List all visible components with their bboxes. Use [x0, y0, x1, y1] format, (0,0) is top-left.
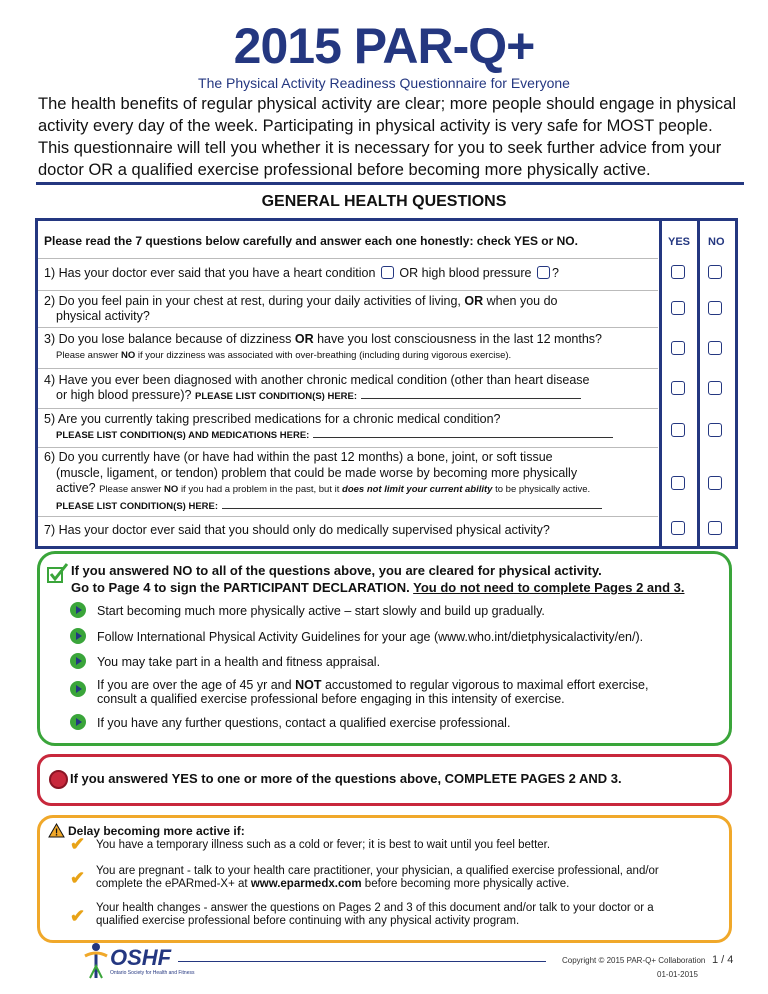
question-6: 6) Do you currently have (or have had within the past 12 months) a bone, joint, or soft tissue (muscle, ligament, or tendon) problem that could be made worse by becoming more physically active? Please answer NO if you had a problem in the past, but it does not limit your current ability to be physically active. PLEASE LIST CONDITION(S) HERE:	[44, 450, 602, 514]
q5-yes-checkbox[interactable]	[671, 423, 685, 437]
page-subtitle: The Physical Activity Readiness Questionnaire for Everyone	[198, 75, 570, 91]
check-icon: ✔	[70, 868, 86, 888]
condition-input-line[interactable]	[361, 388, 581, 399]
play-bullet-icon	[70, 681, 86, 697]
medications-input-line[interactable]	[313, 427, 613, 438]
delay-heading: Delay becoming more active if:	[68, 824, 245, 838]
q3-yes-checkbox[interactable]	[671, 341, 685, 355]
table-row	[38, 368, 658, 369]
instruction-text: Please read the 7 questions below carefully and answer each one honestly: check YES or NO.	[44, 234, 578, 248]
q4-yes-checkbox[interactable]	[671, 381, 685, 395]
doc-date: 01-01-2015	[657, 970, 698, 979]
stop-icon	[49, 770, 68, 789]
logo-text: OSHF	[110, 945, 172, 970]
table-row	[38, 258, 658, 259]
section-title: GENERAL HEALTH QUESTIONS	[261, 193, 507, 210]
play-bullet-icon	[70, 714, 86, 730]
page-title: 2015 PAR-Q+	[233, 18, 535, 74]
table-row	[38, 408, 658, 409]
list-item: Follow International Physical Activity Guidelines for your age (www.who.int/dietphysicalactivity/en/).	[97, 630, 644, 644]
q6-yes-checkbox[interactable]	[671, 476, 685, 490]
list-item: You have a temporary illness such as a cold or fever; it is best to wait until you feel better.	[96, 839, 551, 851]
question-2: 2) Do you feel pain in your chest at rest, during your daily activities of living, OR when you do physical activity?	[44, 294, 558, 323]
question-3: 3) Do you lose balance because of dizziness OR have you lost consciousness in the last 12 months? Please answer NO if your dizziness was associated with over-breathing (including during vigorous exercise).	[44, 332, 602, 361]
q7-no-checkbox[interactable]	[708, 521, 722, 535]
list-item: If you have any further questions, contact a qualified exercise professional.	[97, 716, 511, 730]
question-7: 7) Has your doctor ever said that you should only do medically supervised physical activity?	[44, 523, 550, 537]
column-divider	[697, 221, 700, 546]
q7-yes-checkbox[interactable]	[671, 521, 685, 535]
list-item: Start becoming much more physically active – start slowly and build up gradually.	[97, 604, 545, 618]
q2-no-checkbox[interactable]	[708, 301, 722, 315]
checkmark-box-icon	[46, 562, 70, 586]
table-row	[38, 447, 658, 448]
complete-pages-text: If you answered YES to one or more of the questions above, COMPLETE PAGES 2 AND 3.	[70, 771, 622, 786]
q2-yes-checkbox[interactable]	[671, 301, 685, 315]
column-divider	[659, 221, 662, 546]
table-row	[38, 327, 658, 328]
check-icon: ✔	[70, 834, 86, 854]
yes-header: YES	[668, 236, 691, 248]
play-bullet-icon	[70, 628, 86, 644]
q5-no-checkbox[interactable]	[708, 423, 722, 437]
divider	[36, 182, 744, 185]
intro-paragraph: The health benefits of regular physical activity are clear; more people should engage in physical activity every day of the week. Participating in physical activity is very safe for MOST people. This questionnaire will tell you whether it is necessary for you to seek further advice from your doctor OR a qualified exercise professional before becoming more physically active.	[38, 95, 736, 179]
list-item: You are pregnant - talk to your health care practitioner, your physician, a qualified exercise professional, and/or complete the ePARmed-X+ at www.eparmedx.com before becoming more physically active.	[96, 865, 659, 890]
cleared-heading: If you answered NO to all of the questions above, you are cleared for physical activity. Go to Page 4 to sign the PARTICIPANT DECLARATION. You do not need to complete Pages 2 and 3.	[71, 563, 685, 595]
page-number: 1 / 4	[712, 954, 734, 966]
q6-no-checkbox[interactable]	[708, 476, 722, 490]
list-item: Your health changes - answer the questions on Pages 2 and 3 of this document and/or talk to your doctor or a qualified exercise professional before continuing with any physical activity program.	[96, 902, 654, 927]
complete-pages-box	[37, 754, 732, 806]
q4-no-checkbox[interactable]	[708, 381, 722, 395]
warning-icon	[48, 823, 65, 838]
delay-box	[37, 815, 732, 943]
svg-text:!: !	[54, 827, 59, 838]
q3-no-checkbox[interactable]	[708, 341, 722, 355]
bone-joint-input-line[interactable]	[222, 498, 602, 509]
q1-no-checkbox[interactable]	[708, 265, 722, 279]
heart-condition-checkbox[interactable]	[381, 266, 394, 279]
table-row	[38, 290, 658, 291]
copyright: Copyright © 2015 PAR-Q+ Collaboration	[562, 956, 706, 965]
logo-subtext: Ontario Society for Health and Fitness	[110, 970, 195, 976]
check-icon: ✔	[70, 906, 86, 926]
question-1: 1) Has your doctor ever said that you have a heart condition OR high blood pressure ?	[44, 266, 559, 280]
question-5: 5) Are you currently taking prescribed medications for a chronic medical condition? PLEASE LIST CONDITION(S) AND MEDICATIONS HERE:	[44, 412, 613, 443]
question-4: 4) Have you ever been diagnosed with another chronic medical condition (other than heart disease or high blood pressure)? PLEASE LIST CONDITION(S) HERE:	[44, 373, 590, 402]
q1-yes-checkbox[interactable]	[671, 265, 685, 279]
list-item: If you are over the age of 45 yr and NOT accustomed to regular vigorous to maximal effort exercise, consult a qualified exercise professional before engaging in this intensity of exercise.	[97, 678, 649, 706]
no-header: NO	[708, 236, 725, 248]
footer-divider	[178, 961, 546, 962]
list-item: You may take part in a health and fitness appraisal.	[97, 655, 381, 669]
questions-box	[35, 218, 738, 549]
osfh-logo-figure-icon	[84, 942, 108, 980]
blood-pressure-checkbox[interactable]	[537, 266, 550, 279]
play-bullet-icon	[70, 602, 86, 618]
table-row	[38, 516, 658, 517]
cleared-box	[37, 551, 732, 746]
play-bullet-icon	[70, 653, 86, 669]
